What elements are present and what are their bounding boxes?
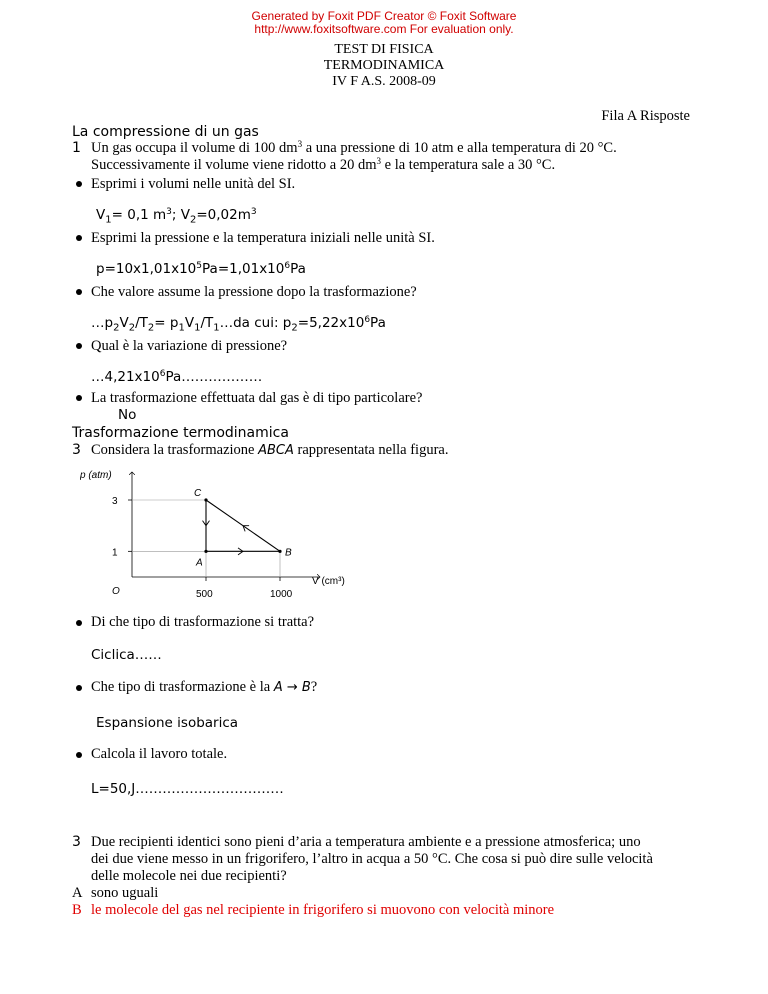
- section3-line3: delle molecole nei due recipienti?: [91, 868, 287, 884]
- header-subtitle: TERMODINAMICA: [323, 58, 445, 73]
- question-2-2: Che tipo di trasformazione è la A → B?: [91, 679, 318, 695]
- question-2-3: Calcola il lavoro totale.: [91, 746, 228, 762]
- question-1-1: Esprimi i volumi nelle unità del SI.: [91, 176, 296, 192]
- section1-text-line1: Un gas occupa il volume di 100 $dm^3$ a una pressione di 10 atm e alla temperatura di 20 °C.: [91, 139, 617, 156]
- header-class-year: IV F A.S. 2008-09: [332, 74, 436, 89]
- question-1-4: Qual è la variazione di pressione?: [91, 338, 288, 354]
- watermark-line2: http://www.foxitsoftware.com For evaluation only.: [254, 22, 514, 36]
- section3-number: 3: [72, 834, 81, 850]
- answer-1-4: $\dots 4,21x10^6Pa\dots\dots\dots\dots\dots\dots$: [91, 369, 263, 385]
- section1-text-line2: Successivamente il volume viene ridotto a 20 $dm^3$ e la temperatura sale a 30 °C.: [91, 156, 556, 173]
- state-label: A: [196, 557, 203, 569]
- question-2-1: Di che tipo di trasformazione si tratta?: [91, 614, 315, 630]
- state-point: [204, 550, 207, 553]
- option-a-letter: A: [72, 885, 83, 901]
- state-label: C: [194, 488, 202, 499]
- origin-label: O: [112, 586, 120, 597]
- file-label: Fila A Risposte: [601, 108, 690, 124]
- bullet: [76, 752, 82, 758]
- bullet: [76, 395, 82, 401]
- state-point: [204, 498, 207, 501]
- section3-line1: Due recipienti identici sono pieni d’aria a temperatura ambiente e a pressione atmosferica; uno: [91, 834, 641, 850]
- x-tick-label: 500: [196, 589, 213, 600]
- watermark: [0, 10, 768, 36]
- y-axis-label: p (atm): [80, 470, 112, 481]
- x-axis-label: V (cm³): [312, 576, 345, 587]
- answer-1-2: $p=10x1,01x10^5Pa=1,01x10^6Pa$: [96, 261, 306, 277]
- section1-title: La compressione di un gas: [72, 124, 259, 140]
- option-b-letter: B: [72, 902, 82, 918]
- pv-diagram: [80, 462, 380, 607]
- bullet: [76, 620, 82, 626]
- bullet: [76, 289, 82, 295]
- answer-2-3: L=50,J……………………………: [91, 781, 284, 797]
- state-label: B: [285, 547, 292, 559]
- answer-1-5: No: [118, 407, 137, 423]
- y-tick-label: 3: [112, 496, 118, 507]
- watermark-line1: Generated by Foxit PDF Creator © Foxit Software: [251, 9, 517, 23]
- answer-2-1: Ciclica……: [91, 647, 162, 663]
- bullet: [76, 343, 82, 349]
- x-tick-label: 1000: [270, 589, 293, 600]
- answer-1-1: $V_1= 0,1$ $m^3$; $V_2=0,02m^3$: [96, 207, 257, 226]
- option-a: sono uguali: [91, 885, 159, 901]
- answer-1-3: $\dots p_2V_2/T_2=$ $p_1V_1/T_1\dots da$ cui: $p_2=5,22x10^6Pa$: [91, 315, 386, 334]
- option-b: le molecole del gas nel recipiente in frigorifero si muovono con velocità minore: [91, 902, 555, 918]
- answer-2-2: Espansione isobarica: [96, 715, 239, 731]
- state-point: [278, 550, 281, 553]
- question-1-2: Esprimi la pressione e la temperatura iniziali nelle unità SI.: [91, 230, 435, 246]
- section2-text: Considera la trasformazione ABCA rappresentata nella figura.: [91, 442, 449, 458]
- section1-number: 1: [72, 140, 81, 156]
- bullet: [76, 685, 82, 691]
- y-tick-label: 1: [112, 547, 118, 559]
- bullet: [76, 235, 82, 241]
- section2-number: 3: [72, 442, 81, 458]
- section3-line2: dei due viene messo in un frigorifero, l’altro in acqua a 50 °C. Che cosa si può dire sulle velocità: [91, 851, 653, 867]
- question-1-5: La trasformazione effettuata dal gas è di tipo particolare?: [91, 390, 423, 406]
- header-title: TEST DI FISICA: [334, 42, 434, 57]
- question-1-3: Che valore assume la pressione dopo la trasformazione?: [91, 284, 417, 300]
- section2-title: Trasformazione termodinamica: [72, 425, 289, 441]
- bullet: [76, 181, 82, 187]
